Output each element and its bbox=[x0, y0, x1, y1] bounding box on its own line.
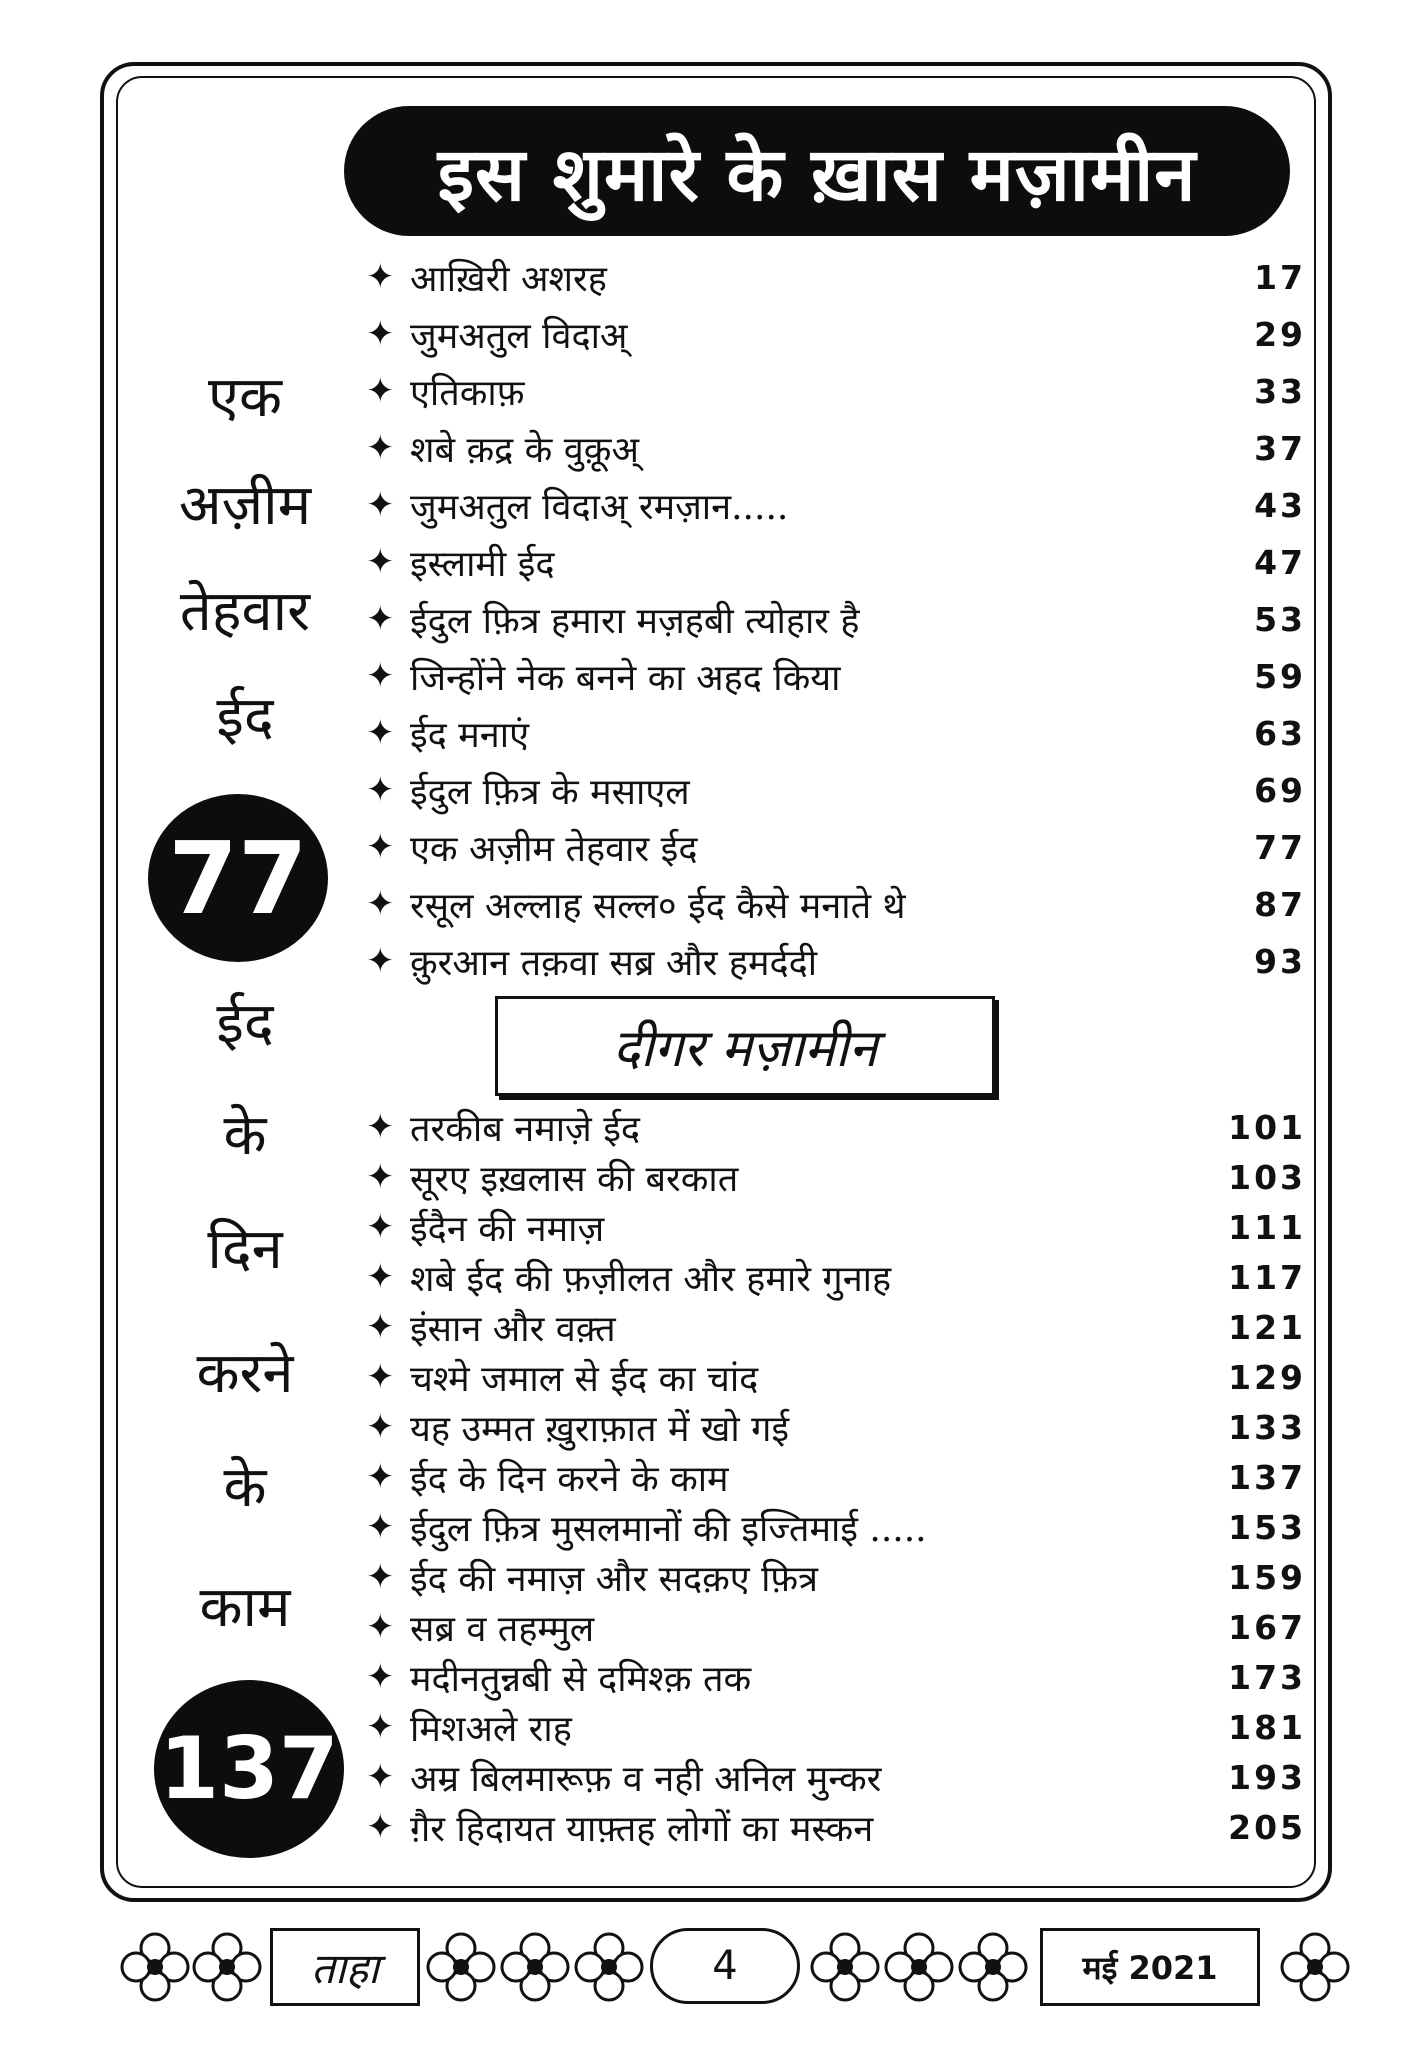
toc-page-number: 117 bbox=[1228, 1257, 1306, 1297]
toc-title: सब्र व तहम्मुल bbox=[410, 1608, 595, 1650]
toc-page-number: 43 bbox=[1254, 485, 1306, 525]
toc-entry[interactable] bbox=[366, 1252, 1306, 1302]
toc-title: अम्र बिलमारूफ़ व नही अनिल मुन्कर bbox=[410, 1758, 882, 1800]
toc-entry[interactable] bbox=[366, 1652, 1306, 1702]
toc-page-number: 77 bbox=[1254, 827, 1306, 867]
toc-title: यह उम्मत ख़ुराफ़ात में खो गई bbox=[410, 1408, 790, 1450]
toc-entry[interactable] bbox=[366, 1102, 1306, 1152]
star-bullet-icon: ✦ bbox=[366, 1557, 395, 1597]
star-bullet-icon: ✦ bbox=[366, 1107, 395, 1147]
toc-title: एक अज़ीम तेहवार ईद bbox=[410, 828, 698, 870]
toc-title: सूरए इख़लास की बरकात bbox=[410, 1158, 739, 1200]
toc-title: ईद मनाएं bbox=[410, 714, 529, 756]
toc-page-number: 37 bbox=[1254, 428, 1306, 468]
star-bullet-icon: ✦ bbox=[366, 1807, 395, 1847]
toc-page-number: 17 bbox=[1254, 257, 1306, 297]
toc-page-number: 137 bbox=[1228, 1457, 1306, 1497]
sidebar-word: काम bbox=[199, 1575, 291, 1640]
star-bullet-icon: ✦ bbox=[366, 1607, 395, 1647]
toc-entry[interactable] bbox=[366, 252, 1306, 302]
toc-page-number: 129 bbox=[1228, 1357, 1306, 1397]
flower-ornament-icon bbox=[424, 1930, 498, 2004]
toc-entry[interactable] bbox=[366, 1302, 1306, 1352]
star-bullet-icon: ✦ bbox=[366, 599, 395, 639]
star-bullet-icon: ✦ bbox=[366, 371, 395, 411]
magazine-name: ताहा bbox=[270, 1928, 420, 2006]
issue-date: मई 2021 bbox=[1040, 1928, 1260, 2006]
toc-entry[interactable] bbox=[366, 1552, 1306, 1602]
toc-page-number: 63 bbox=[1254, 713, 1306, 753]
toc-title: जुमअतुल विदाअ् रमज़ान..... bbox=[410, 486, 789, 528]
toc-title: ईद की नमाज़ और सदक़ए फ़ित्र bbox=[410, 1558, 819, 1600]
star-bullet-icon: ✦ bbox=[366, 941, 395, 981]
star-bullet-icon: ✦ bbox=[366, 1307, 395, 1347]
sidebar-word: ईद bbox=[216, 685, 274, 750]
toc-page-number: 159 bbox=[1228, 1557, 1306, 1597]
star-bullet-icon: ✦ bbox=[366, 1207, 395, 1247]
star-bullet-icon: ✦ bbox=[366, 1757, 395, 1797]
star-bullet-icon: ✦ bbox=[366, 713, 395, 753]
flower-ornament-icon bbox=[190, 1930, 264, 2004]
toc-entry[interactable] bbox=[366, 1752, 1306, 1802]
sidebar-word: अज़ीम bbox=[178, 473, 312, 538]
toc-page-number: 181 bbox=[1228, 1707, 1306, 1747]
toc-title: ग़ैर हिदायत याफ़्तह लोगों का मस्कन bbox=[410, 1808, 874, 1850]
toc-entry[interactable] bbox=[366, 1502, 1306, 1552]
star-bullet-icon: ✦ bbox=[366, 428, 395, 468]
flower-ornament-icon bbox=[808, 1930, 882, 2004]
toc-title: एतिकाफ़ bbox=[410, 372, 525, 414]
toc-entry[interactable] bbox=[366, 1602, 1306, 1652]
flower-ornament-icon bbox=[572, 1930, 646, 2004]
toc-page-number: 59 bbox=[1254, 656, 1306, 696]
sidebar-word: ईद bbox=[216, 991, 274, 1056]
toc-page-number: 53 bbox=[1254, 599, 1306, 639]
toc-entry[interactable] bbox=[366, 1452, 1306, 1502]
toc-page-number: 103 bbox=[1228, 1157, 1306, 1197]
page-number: 4 bbox=[650, 1928, 800, 2004]
star-bullet-icon: ✦ bbox=[366, 1357, 395, 1397]
toc-page-number: 93 bbox=[1254, 941, 1306, 981]
toc-entry[interactable] bbox=[366, 1402, 1306, 1452]
toc-title: शबे ईद की फ़ज़ीलत और हमारे गुनाह bbox=[410, 1258, 892, 1300]
toc-title: ईद के दिन करने के काम bbox=[410, 1458, 729, 1500]
toc-page-number: 121 bbox=[1228, 1307, 1306, 1347]
flower-ornament-icon bbox=[882, 1930, 956, 2004]
toc-title: आख़िरी अशरह bbox=[410, 258, 607, 300]
toc-entry[interactable] bbox=[366, 366, 1306, 416]
section-heading-box: दीगर मज़ामीन bbox=[495, 996, 995, 1096]
star-bullet-icon: ✦ bbox=[366, 1407, 395, 1447]
toc-title: मिशअले राह bbox=[410, 1708, 572, 1750]
toc-entry[interactable] bbox=[366, 765, 1306, 815]
sidebar-word: करने bbox=[196, 1341, 294, 1406]
star-bullet-icon: ✦ bbox=[366, 542, 395, 582]
toc-page-number: 133 bbox=[1228, 1407, 1306, 1447]
star-bullet-icon: ✦ bbox=[366, 770, 395, 810]
toc-page-number: 173 bbox=[1228, 1657, 1306, 1697]
sidebar-word: के bbox=[223, 1103, 267, 1168]
toc-page-number: 87 bbox=[1254, 884, 1306, 924]
star-bullet-icon: ✦ bbox=[366, 1657, 395, 1697]
sidebar-word: तेहवार bbox=[179, 579, 311, 644]
toc-entry[interactable] bbox=[366, 651, 1306, 701]
toc-title: ईदुल फ़ित्र के मसाएल bbox=[410, 771, 690, 813]
toc-entry[interactable] bbox=[366, 423, 1306, 473]
toc-entry[interactable] bbox=[366, 1802, 1306, 1852]
page-badge-circle: 137 bbox=[154, 1680, 344, 1858]
toc-entry[interactable] bbox=[366, 1202, 1306, 1252]
star-bullet-icon: ✦ bbox=[366, 257, 395, 297]
sidebar-word: दिन bbox=[207, 1217, 283, 1282]
toc-title: तरकीब नमाज़े ईद bbox=[410, 1108, 640, 1150]
sidebar-word: एक bbox=[208, 365, 282, 430]
toc-title: शबे क़द्र के वुक़ूअ् bbox=[410, 429, 639, 471]
toc-entry[interactable] bbox=[366, 537, 1306, 587]
toc-page-number: 167 bbox=[1228, 1607, 1306, 1647]
star-bullet-icon: ✦ bbox=[366, 314, 395, 354]
toc-entry[interactable] bbox=[366, 309, 1306, 359]
toc-page-number: 33 bbox=[1254, 371, 1306, 411]
toc-page-number: 69 bbox=[1254, 770, 1306, 810]
toc-title: क़ुरआन तक़वा सब्र और हमर्ददी bbox=[410, 942, 818, 984]
page-footer bbox=[0, 1920, 1419, 2020]
toc-title: मदीनतुन्नबी से दमिश्क़ तक bbox=[410, 1658, 752, 1700]
toc-title: रसूल अल्लाह सल्ल० ईद कैसे मनाते थे bbox=[410, 885, 906, 927]
toc-entry[interactable] bbox=[366, 480, 1306, 530]
toc-title: ईदुल फ़ित्र हमारा मज़हबी त्योहार है bbox=[410, 600, 860, 642]
toc-entry[interactable] bbox=[366, 879, 1306, 929]
toc-page-number: 111 bbox=[1228, 1207, 1306, 1247]
toc-page-number: 193 bbox=[1228, 1757, 1306, 1797]
star-bullet-icon: ✦ bbox=[366, 827, 395, 867]
toc-title: ईदैन की नमाज़ bbox=[410, 1208, 605, 1250]
flower-ornament-icon bbox=[1278, 1930, 1352, 2004]
toc-entry[interactable] bbox=[366, 708, 1306, 758]
toc-title: जिन्होंने नेक बनने का अहद किया bbox=[410, 657, 841, 699]
toc-title: चश्मे जमाल से ईद का चांद bbox=[410, 1358, 759, 1400]
toc-page-number: 101 bbox=[1228, 1107, 1306, 1147]
flower-ornament-icon bbox=[956, 1930, 1030, 2004]
flower-ornament-icon bbox=[118, 1930, 192, 2004]
page-title: इस शुमारे के ख़ास मज़ामीन bbox=[344, 106, 1290, 236]
toc-page-number: 153 bbox=[1228, 1507, 1306, 1547]
toc-page-number: 205 bbox=[1228, 1807, 1306, 1847]
star-bullet-icon: ✦ bbox=[366, 1707, 395, 1747]
toc-page-number: 29 bbox=[1254, 314, 1306, 354]
toc-title: जुमअतुल विदाअ् bbox=[410, 315, 628, 357]
star-bullet-icon: ✦ bbox=[366, 485, 395, 525]
star-bullet-icon: ✦ bbox=[366, 656, 395, 696]
star-bullet-icon: ✦ bbox=[366, 1157, 395, 1197]
toc-entry[interactable] bbox=[366, 1702, 1306, 1752]
sidebar-word: के bbox=[223, 1455, 267, 1520]
toc-title: इस्लामी ईद bbox=[410, 543, 555, 585]
toc-entry[interactable] bbox=[366, 1352, 1306, 1402]
flower-ornament-icon bbox=[498, 1930, 572, 2004]
star-bullet-icon: ✦ bbox=[366, 1507, 395, 1547]
toc-title: ईदुल फ़ित्र मुसलमानों की इज्तिमाई ..... bbox=[410, 1508, 927, 1550]
star-bullet-icon: ✦ bbox=[366, 1457, 395, 1497]
toc-entry[interactable] bbox=[366, 936, 1306, 986]
page-badge-circle: 77 bbox=[148, 794, 328, 962]
star-bullet-icon: ✦ bbox=[366, 884, 395, 924]
toc-entry[interactable] bbox=[366, 822, 1306, 872]
toc-entry[interactable] bbox=[366, 1152, 1306, 1202]
star-bullet-icon: ✦ bbox=[366, 1257, 395, 1297]
toc-entry[interactable] bbox=[366, 594, 1306, 644]
toc-page-number: 47 bbox=[1254, 542, 1306, 582]
toc-title: इंसान और वक़्त bbox=[410, 1308, 616, 1350]
